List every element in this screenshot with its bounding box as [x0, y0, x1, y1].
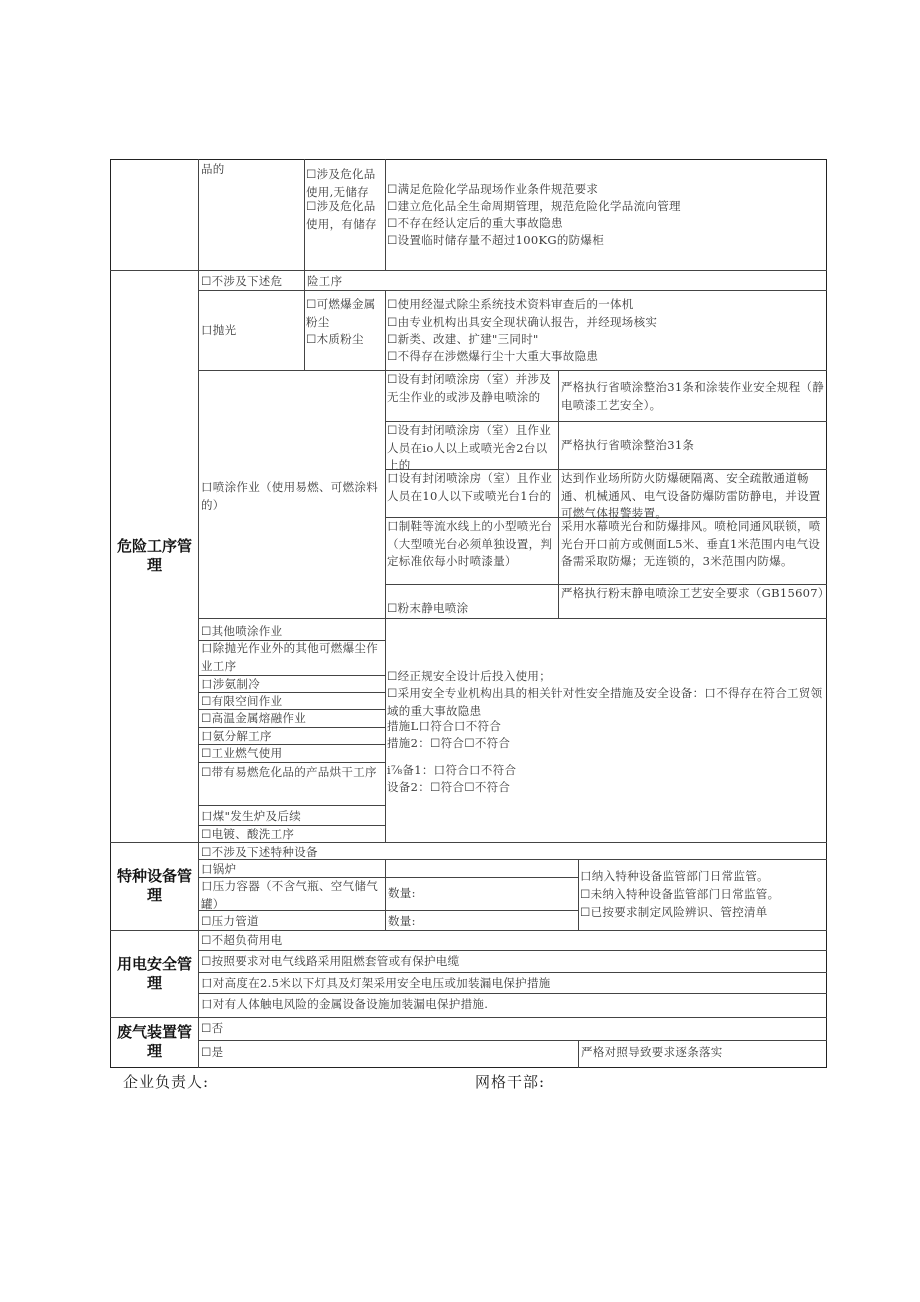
vessel-quantity-field[interactable]: 数量:: [388, 886, 416, 900]
electric-item-4-checkbox[interactable]: 口对有人体触电风险的金属设备设施加装漏电保护措施.: [201, 997, 489, 1011]
polish-req-4-checkbox[interactable]: ☐不得存在涉燃爆行尘十大重大事故隐患: [387, 349, 599, 363]
electric-section-title: 用电安全管理: [116, 955, 192, 992]
grid-line: [304, 270, 305, 370]
pressure-pipe-checkbox[interactable]: ☐压力管道: [201, 914, 259, 928]
grid-line: [304, 159, 305, 270]
dust-metal-checkbox[interactable]: ☐可燃爆金属粉尘: [306, 297, 376, 329]
spray-req-5: 严格执行粉末静电喷涂工艺安全要求（GB15607）: [561, 586, 830, 600]
special-section-title: 特种设备管理: [116, 867, 192, 904]
grid-line: [198, 950, 827, 951]
grid-line: [385, 859, 386, 930]
ammonia-decomp-checkbox[interactable]: 口氨分解工序: [201, 729, 272, 743]
electric-item-3-checkbox[interactable]: 口对高度在2.5米以下灯具及灯架采用安全电压或加装漏电保护措施: [201, 976, 551, 990]
exhaust-requirement: 严格对照导致要求逐条落实: [581, 1045, 723, 1059]
other-spray-checkbox[interactable]: ☐其他喷涂作业: [201, 624, 283, 638]
grid-line: [198, 972, 827, 973]
chem-use-storage-checkbox[interactable]: ☐涉及危化品使用，有储存: [306, 199, 377, 231]
other-req-2-checkbox[interactable]: ☐采用安全专业机构出具的相关针对性安全措施及安全设备：口不得存在符合工贸领域的重大事故隐患: [387, 686, 823, 718]
chem-req-1-checkbox[interactable]: ☐满足危险化学品现场作业条件规范要求: [387, 182, 599, 196]
grid-line: [198, 1040, 827, 1041]
confined-space-checkbox[interactable]: ☐有限空间作业: [201, 694, 283, 708]
pipe-quantity-field[interactable]: 数量:: [388, 914, 416, 928]
boiler-checkbox[interactable]: 口锅炉: [201, 862, 237, 876]
owner-signature-label: 企业负责人:: [123, 1073, 210, 1091]
polish-checkbox[interactable]: 口抛光: [201, 323, 237, 337]
chemicals-label: 品的: [201, 162, 225, 176]
exhaust-no-checkbox[interactable]: ☐否: [201, 1021, 224, 1035]
grid-line: [385, 159, 386, 270]
spray-cond-1-checkbox[interactable]: ☐设有封闭喷涂房（室）并涉及无尘作业的或涉及静电喷涂的: [387, 372, 552, 404]
special-none-checkbox[interactable]: ☐不涉及下述特种设备: [201, 845, 318, 859]
polish-req-2-checkbox[interactable]: ☐由专业机构出具安全现状确认报告，并经现场核实: [387, 315, 658, 329]
polish-req-1-checkbox[interactable]: ☐使用经湿式除尘系统技术资料审查后的一体机: [387, 297, 634, 311]
grid-line: [558, 370, 559, 618]
electric-item-2-checkbox[interactable]: ☐按照要求对电气线路采用阻燃套管或有保护电缆: [201, 954, 460, 968]
plating-pickling-checkbox[interactable]: ☐电镀、酸洗工序: [201, 827, 295, 841]
measure-1[interactable]: 措施L口符合口不符合: [387, 719, 502, 733]
spray-checkbox[interactable]: 口喷涂作业（使用易燃、可燃涂料的）: [201, 480, 378, 512]
equipment-2[interactable]: 设备2：☐符合☐不符合: [387, 780, 511, 794]
grid-line: [198, 290, 827, 291]
grid-line: [110, 1017, 827, 1018]
grid-line: [385, 370, 386, 842]
equipment-1[interactable]: i⅞备1：口符合口不符合: [387, 763, 517, 777]
spray-req-2: 严格执行省喷涂整治31条: [561, 438, 695, 452]
gas-generator-checkbox[interactable]: 口煤"发生炉及后续: [201, 809, 301, 823]
spray-cond-4-checkbox[interactable]: 口制鞋等流水线上的小型喷光台（大型喷光台必须单独设置，判定标准依每小时喷漆量）: [387, 519, 553, 568]
chem-req-3-checkbox[interactable]: ☐不存在经认定后的重大事故隐患: [387, 216, 563, 230]
spray-cond-5-checkbox[interactable]: ☐粉末静电喷涂: [387, 601, 469, 615]
chem-req-2-checkbox[interactable]: ☐建立危化品全生命周期管理，规范危险化学品流向管理: [387, 199, 681, 213]
spray-cond-2-checkbox[interactable]: ☐设有封闭喷涂房（室）且作业人员在io人以上或喷光舍2台以上的: [387, 423, 552, 472]
special-status-1-checkbox[interactable]: 口纳入特种设备监管部门日常监管。: [580, 869, 769, 883]
grid-line: [385, 290, 386, 370]
exhaust-yes-checkbox[interactable]: ☐是: [201, 1045, 224, 1059]
grid-line: [578, 1040, 579, 1068]
industrial-gas-checkbox[interactable]: ☐工业燃气使用: [201, 746, 283, 760]
spray-req-3: 达到作业场所防火防爆硬隔离、安全疏散通道畅通、机械通风、电气设备防爆防雷防静电，并设置可燃气体报警装置。: [561, 471, 821, 520]
hazard-none-checkbox[interactable]: ☐不涉及下述危: [201, 274, 283, 288]
grid-cadre-signature-label: 网格干部:: [475, 1073, 546, 1091]
grid-line: [198, 993, 827, 994]
dust-wood-checkbox[interactable]: ☐木质粉尘: [306, 332, 364, 346]
chem-use-no-storage-checkbox[interactable]: ☐涉及危化品使用,无储存: [306, 167, 376, 199]
chem-req-4-checkbox[interactable]: ☐设置临时储存量不超过100KG的防爆柜: [387, 233, 605, 247]
ammonia-cooling-checkbox[interactable]: 口涉氨制冷: [201, 677, 260, 691]
other-dust-checkbox[interactable]: 口除抛光作业外的其他可燃爆尘作业工序: [201, 641, 378, 673]
other-req-1-checkbox[interactable]: ☐经正规安全设计后投入使用；: [387, 669, 552, 683]
grid-line: [198, 618, 827, 619]
pressure-vessel-checkbox[interactable]: 口压力容器（不含气瓶、空气储气罐）: [201, 879, 378, 911]
grid-line: [110, 270, 827, 271]
measure-2[interactable]: 措施2：☐符合☐不符合: [387, 736, 511, 750]
hazard-none-label: 险工序: [307, 274, 343, 288]
spray-req-1: 严格执行省喷涂整治31条和涂装作业安全规程（静电喷漆工艺安全）。: [561, 380, 825, 412]
grid-line: [198, 805, 385, 806]
polish-req-3-checkbox[interactable]: ☐新类、改建、扩建"三同时": [387, 332, 539, 346]
spray-cond-3-checkbox[interactable]: 口设有封闭喷涂房（室）且作业人员在10人以下或喷光台1台的: [387, 471, 553, 503]
metal-melting-checkbox[interactable]: ☐高温金属熔融作业: [201, 711, 307, 725]
electric-item-1-checkbox[interactable]: ☐不超负荷用电: [201, 933, 283, 947]
hazard-section-title: 危险工序管理: [116, 537, 192, 574]
grid-line: [578, 859, 579, 930]
spray-req-4: 采用水幕喷光台和防爆排风。喷枪同通风联锁，喷光台开口前方或侧面L5米、垂直1米范围内电气设备需采取防爆；无连锁的，3米范围内防爆。: [561, 519, 821, 568]
exhaust-section-title: 废气装置管理: [116, 1023, 192, 1060]
product-drying-checkbox[interactable]: ☐带有易燃危化品的产品烘干工序: [201, 765, 377, 779]
special-status-3-checkbox[interactable]: ☐已按要求制定风险辨识、管控清单: [580, 905, 768, 919]
grid-line: [198, 159, 199, 1068]
special-status-2-checkbox[interactable]: ☐未纳入特种设备监管部门日常监管。: [580, 887, 780, 901]
